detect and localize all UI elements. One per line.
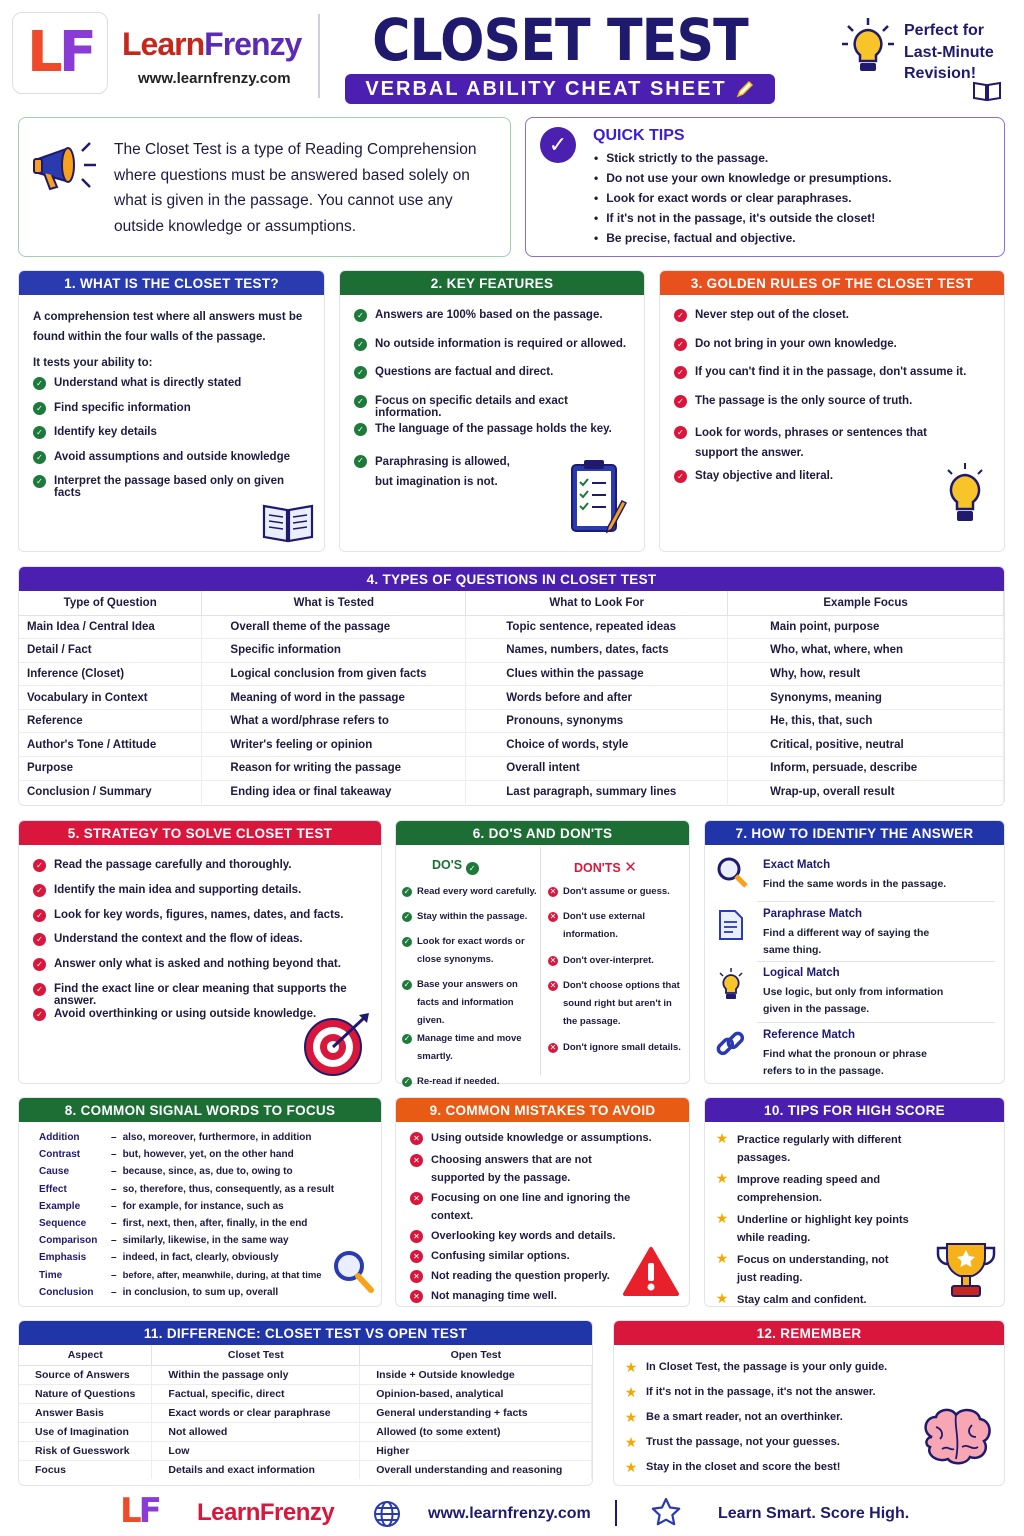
revision-note: Perfect for Last-Minute Revision!: [904, 22, 994, 83]
cross-icon: ✕: [549, 912, 557, 921]
item-heading: Paraphrase Match: [763, 908, 863, 920]
cross-icon: ✕: [549, 956, 557, 965]
table-row: Inference (Closet) Logical conclusion from given facts Clues within the passage Why, how, result: [19, 662, 1004, 686]
cross-icon: ✕: [549, 1043, 557, 1052]
megaphone-icon: [30, 135, 104, 199]
section-title: 4. TYPES OF QUESTIONS IN CLOSET TEST: [19, 567, 1004, 591]
item-desc: Find the same words in the passage.: [763, 878, 947, 890]
signal-words-table: [39, 1129, 334, 1301]
section-difference: [18, 1320, 593, 1486]
subtitle-banner: [345, 74, 775, 104]
pencil-icon: [735, 79, 755, 99]
list-item: ★ Practice regularly with different passages.: [715, 1129, 902, 1164]
check-icon: ✓: [33, 909, 46, 922]
cross-icon: ✕: [410, 1290, 423, 1303]
section-title: 6. DO'S AND DON'TS: [396, 821, 689, 845]
table-row: Example – for example, for instance, such as: [39, 1200, 284, 1212]
check-icon: ✓: [403, 937, 411, 946]
item-heading: Logical Match: [763, 967, 840, 979]
subtitle-text: VERBAL ABILITY CHEAT SHEET: [365, 77, 727, 100]
list-item: ✓ Stay objective and literal.: [674, 470, 990, 498]
column-header: Open Test: [360, 1345, 592, 1365]
table-row: Addition – also, moreover, furthermore, in addition: [39, 1132, 312, 1144]
list-item: ✓ The passage is the only source of truth.: [674, 395, 990, 424]
check-icon: ✓: [403, 980, 411, 989]
list-item: ✕ Focusing on one line and ignoring the context.: [410, 1190, 642, 1228]
table-row: Conclusion – in conclusion, to sum up, overall: [39, 1286, 279, 1298]
list-item: ✓ Look for exact words or close synonyms.: [403, 936, 525, 965]
list-item: ★ Be a smart reader, not an overthinker.: [624, 1409, 843, 1425]
cross-icon: ✕: [410, 1270, 423, 1283]
check-icon: ✓: [33, 933, 46, 946]
dos-list: [402, 883, 538, 1098]
section-title: 5. STRATEGY TO SOLVE CLOSET TEST: [19, 821, 381, 845]
list-item: ✓ The language of the passage holds the key.: [354, 423, 632, 452]
bulb-icon: [717, 967, 745, 1001]
logo: LF: [12, 12, 108, 94]
list-item: ✕ Don't use external information.: [549, 911, 645, 940]
list-item: ★ Trust the passage, not your guesses.: [624, 1434, 840, 1450]
section-high-score: [704, 1097, 1005, 1307]
section-list: [19, 845, 381, 1033]
list-item: ✓ Interpret the passage based only on given facts: [33, 475, 310, 500]
column-header: Aspect: [19, 1345, 152, 1365]
check-icon: ✓: [33, 958, 46, 971]
list-item: • Do not use your own knowledge or presumptions.: [594, 168, 892, 188]
warning-icon: [622, 1246, 680, 1298]
star-icon: [650, 1496, 682, 1528]
brand-name: LearnFrenzy: [122, 26, 302, 62]
section-title: 9. COMMON MISTAKES TO AVOID: [396, 1098, 689, 1122]
section-title: 7. HOW TO IDENTIFY THE ANSWER: [705, 821, 1004, 845]
check-icon: ✓: [403, 1077, 411, 1086]
section-what-is: [18, 270, 325, 552]
check-icon: ✓: [403, 1034, 411, 1043]
list-item: ✓ Answer only what is asked and nothing beyond that.: [33, 958, 369, 983]
item-desc: Find what the pronoun or phrase refers to in the passage.: [763, 1048, 927, 1077]
list-item: ✕ Don't ignore small details.: [549, 1042, 681, 1053]
section-title: 11. DIFFERENCE: CLOSET TEST VS OPEN TEST: [19, 1321, 592, 1345]
star-icon: ★: [715, 1169, 729, 1186]
cross-icon: ✕: [624, 859, 637, 876]
section-signal-words: [18, 1097, 382, 1307]
star-icon: ★: [715, 1129, 729, 1146]
column-header: Example Focus: [728, 591, 1004, 615]
search-icon: [331, 1248, 375, 1294]
intro-text: The Closet Test is a type of Reading Comprehension where questions must be answered based solely on what is given in the passage. You cannot use any outside knowledge or assumptions.: [114, 141, 477, 236]
section-title: 12. REMEMBER: [614, 1321, 1004, 1345]
item-heading: Exact Match: [763, 859, 831, 871]
table-row: Use of Imagination Not allowed Allowed (to some extent): [19, 1422, 592, 1441]
check-icon: ✓: [674, 426, 687, 439]
list-item: ✓ Base your answers on facts and information given.: [403, 979, 518, 1026]
star-icon: ★: [624, 1459, 638, 1475]
table-row: Detail / Fact Specific information Names, numbers, dates, facts Who, what, where, when: [19, 639, 1004, 663]
list-item: ✕ Not managing time well.: [410, 1288, 679, 1308]
footer-brand-name: LearnFrenzy: [197, 1499, 335, 1526]
list-item: ✕ Don't choose options that sound right but aren't in the passage.: [549, 980, 680, 1027]
globe-icon: [372, 1499, 402, 1529]
check-icon: ✓: [354, 423, 367, 436]
list-item: • If it's not in the passage, it's outside the closet!: [594, 208, 892, 228]
table-row: Nature of Questions Factual, specific, direct Opinion-based, analytical: [19, 1384, 592, 1403]
list-item: ✓ Manage time and move smartly.: [403, 1033, 522, 1062]
list-item: ★ Stay calm and confident.: [715, 1289, 867, 1306]
table-row: Purpose Reason for writing the passage Overall intent Inform, persuade, describe: [19, 757, 1004, 781]
table-row: Cause – because, since, as, due to, owing to: [39, 1166, 293, 1178]
section-title: 1. WHAT IS THE CLOSET TEST?: [19, 271, 324, 295]
list-item: ✓ Focus on specific details and exact information.: [354, 395, 632, 424]
column-header: What to Look For: [466, 591, 728, 615]
check-icon: ✓: [33, 859, 46, 872]
table-row: Risk of Guesswork Low Higher: [19, 1441, 592, 1460]
donts-list: [548, 883, 688, 1064]
check-icon: ✓: [674, 395, 687, 408]
list-item: ✓ Paraphrasing is allowed, but imagination is not.: [354, 452, 632, 492]
list-item: ✓ No outside information is required or allowed.: [354, 338, 632, 367]
section-mistakes: [395, 1097, 690, 1307]
list-item: ✓ Do not bring in your own knowledge.: [674, 338, 990, 367]
brain-icon: [920, 1407, 994, 1469]
list-item: ✓ Read the passage carefully and thoroughly.: [33, 859, 369, 884]
table-row: Sequence – first, next, then, after, finally, in the end: [39, 1218, 308, 1230]
list-item: • Look for exact words or clear paraphrases.: [594, 188, 892, 208]
check-icon: ✓: [33, 884, 46, 897]
check-icon: ✓: [33, 983, 46, 996]
item-heading: Reference Match: [763, 1029, 856, 1041]
footer-logo: LF: [120, 1491, 159, 1531]
question-types-table: [19, 591, 1004, 804]
check-icon: ✓: [674, 338, 687, 351]
list-item: ✓ If you can't find it in the passage, don't assume it.: [674, 366, 990, 395]
table-row: Effect – so, therefore, thus, consequently, as a result: [39, 1183, 335, 1195]
table-row: Time – before, after, meanwhile, during, at that time: [39, 1269, 322, 1281]
section-list: [19, 373, 324, 504]
cross-icon: ✕: [549, 887, 557, 896]
section-dos-donts: [395, 820, 690, 1087]
section-title: 3. GOLDEN RULES OF THE CLOSET TEST: [660, 271, 1004, 295]
list-item: ★ Stay in the closet and score the best!: [624, 1459, 841, 1475]
star-icon: ★: [715, 1289, 729, 1306]
list-item: ✓ Questions are factual and direct.: [354, 366, 632, 395]
footer-slogan: Learn Smart. Score High.: [718, 1505, 910, 1522]
section-title: 2. KEY FEATURES: [340, 271, 644, 295]
divider: [318, 14, 320, 98]
link-icon: [713, 1027, 747, 1061]
footer-divider: [615, 1500, 617, 1526]
table-row: Vocabulary in Context Meaning of word in the passage Words before and after Synonyms, meaning: [19, 686, 1004, 710]
table-header-row: [19, 591, 1004, 615]
section-title: 8. COMMON SIGNAL WORDS TO FOCUS: [19, 1098, 381, 1122]
list-item: ✓ Re-read if needed.: [403, 1076, 500, 1087]
check-icon: ✓: [674, 366, 687, 379]
list-item: ✓ Answers are 100% based on the passage.: [354, 309, 632, 338]
list-item: ✕ Choosing answers that are not supported by the passage.: [410, 1152, 642, 1190]
check-icon: ✓: [466, 862, 479, 875]
cross-icon: ✕: [410, 1250, 423, 1263]
check-icon: ✓: [540, 127, 576, 163]
table-row: Emphasis – indeed, in fact, clearly, obviously: [39, 1252, 279, 1264]
table-row: Conclusion / Summary Ending idea or final takeaway Last paragraph, summary lines Wrap-up, overall result: [19, 780, 1004, 804]
list-item: ✓ Identify key details: [33, 426, 310, 451]
table-row: Author's Tone / Attitude Writer's feeling or opinion Choice of words, style Critical, positive, neutral: [19, 733, 1004, 757]
list-item: ✓ Read every word carefully.: [403, 886, 537, 897]
section-desc: A comprehension test where all answers must be found within the four walls of the passage.: [33, 311, 303, 343]
star-icon: ★: [624, 1409, 638, 1425]
trophy-icon: [933, 1238, 999, 1302]
section-key-features: [339, 270, 645, 552]
check-icon: ✓: [33, 426, 46, 439]
clipboard-icon: [568, 457, 628, 537]
list-item: ✓ Identify the main idea and supporting details.: [33, 884, 369, 909]
star-icon: ★: [624, 1434, 638, 1450]
check-icon: ✓: [33, 377, 46, 390]
list-item: ✕ Using outside knowledge or assumptions.: [410, 1130, 679, 1152]
list-item: ✓ Understand the context and the flow of ideas.: [33, 933, 369, 958]
check-icon: ✓: [403, 912, 411, 921]
section-identify-answer: [704, 820, 1005, 1084]
check-icon: ✓: [33, 451, 46, 464]
list-item: ✕ Don't assume or guess.: [549, 886, 670, 897]
table-row: Source of Answers Within the passage only Inside + Outside knowledge: [19, 1365, 592, 1384]
list-item: • Stick strictly to the passage.: [594, 148, 892, 168]
column-header: What is Tested: [202, 591, 466, 615]
difference-table: [19, 1345, 592, 1479]
list-item: ✕ Overlooking key words and details.: [410, 1228, 679, 1248]
list-item: ✓ Look for key words, figures, names, dates, and facts.: [33, 909, 369, 934]
check-icon: ✓: [354, 455, 367, 468]
book-icon: [972, 80, 1002, 102]
item-desc: Use logic, but only from information given in the passage.: [763, 986, 944, 1015]
target-icon: [301, 1011, 373, 1077]
page-title: CLOSET TEST: [372, 6, 748, 74]
footer-url[interactable]: www.learnfrenzy.com: [428, 1505, 591, 1522]
list-item: ✓ Look for words, phrases or sentences that support the answer.: [674, 423, 990, 470]
cross-icon: ✕: [410, 1154, 423, 1167]
list-item: ★ In Closet Test, the passage is your only guide.: [624, 1359, 888, 1375]
item-desc: Find a different way of saying the same thing.: [763, 927, 930, 956]
quick-tips-title: QUICK TIPS: [593, 127, 685, 144]
check-icon: ✓: [354, 309, 367, 322]
list-item: ★ Improve reading speed and comprehension.: [715, 1169, 881, 1204]
list-item: ★ If it's not in the passage, it's not the answer.: [624, 1384, 876, 1400]
list-item: ✕ Confusing similar options.: [410, 1248, 679, 1268]
list-item: • Be precise, factual and objective.: [594, 228, 892, 248]
donts-title: DON'TS ✕: [574, 859, 637, 876]
table-row: Contrast – but, however, yet, on the other hand: [39, 1149, 294, 1161]
list-item: ✓ Never step out of the closet.: [674, 309, 990, 338]
dos-title: DO'S ✓: [432, 858, 487, 875]
check-icon: ✓: [354, 366, 367, 379]
check-icon: ✓: [354, 338, 367, 351]
cross-icon: ✕: [410, 1230, 423, 1243]
magnifier-icon: [715, 855, 749, 889]
column-header: Type of Question: [19, 591, 202, 615]
check-icon: ✓: [674, 309, 687, 322]
bulb-icon: [840, 16, 896, 80]
open-book-icon: [261, 501, 315, 545]
star-icon: ★: [624, 1384, 638, 1400]
table-row: Main Idea / Central Idea Overall theme of the passage Topic sentence, repeated ideas Main point, purpose: [19, 615, 1004, 639]
table-row: Comparison – similarly, likewise, in the same way: [39, 1235, 289, 1247]
list-item: ✕ Not reading the question properly.: [410, 1268, 679, 1288]
cross-icon: ✕: [410, 1192, 423, 1205]
cross-icon: ✕: [549, 981, 557, 990]
star-icon: ★: [715, 1209, 729, 1226]
table-row: Reference What a word/phrase refers to Pronouns, synonyms He, this, that, such: [19, 709, 1004, 733]
cross-icon: ✕: [410, 1132, 423, 1145]
list-item: ★ Focus on understanding, not just reading.: [715, 1249, 889, 1284]
check-icon: ✓: [33, 402, 46, 415]
section-question-types: [18, 566, 1005, 806]
list-item: ✓ Avoid overthinking or using outside knowledge.: [33, 1008, 369, 1033]
check-icon: ✓: [354, 395, 367, 408]
list-item: ★ Underline or highlight key points while reading.: [715, 1209, 909, 1244]
list-item: ✕ Don't over-interpret.: [549, 955, 654, 966]
list-item: ✓ Stay within the passage.: [403, 911, 528, 922]
quick-tips-list: [594, 148, 892, 248]
section-remember: [613, 1320, 1005, 1486]
check-icon: ✓: [33, 475, 46, 488]
star-icon: ★: [624, 1359, 638, 1375]
check-icon: ✓: [674, 470, 687, 483]
document-icon: [717, 909, 745, 941]
table-row: Focus Details and exact information Overall understanding and reasoning: [19, 1460, 592, 1479]
brand-url[interactable]: www.learnfrenzy.com: [138, 70, 291, 87]
list-item: ✓ Find the exact line or clear meaning that supports the answer.: [33, 983, 369, 1008]
table-row: Answer Basis Exact words or clear paraphrase General understanding + facts: [19, 1403, 592, 1422]
section-lead: It tests your ability to:: [33, 357, 153, 369]
section-golden-rules: [659, 270, 1005, 552]
list-item: ✓ Avoid assumptions and outside knowledge: [33, 451, 310, 476]
check-icon: ✓: [403, 887, 411, 896]
list-item: ✓ Find specific information: [33, 402, 310, 427]
section-strategy: [18, 820, 382, 1084]
list-item: ✓ Understand what is directly stated: [33, 377, 310, 402]
table-header-row: [19, 1345, 592, 1365]
section-title: 10. TIPS FOR HIGH SCORE: [705, 1098, 1004, 1122]
lightbulb-icon: [942, 461, 988, 531]
star-icon: ★: [715, 1249, 729, 1266]
check-icon: ✓: [33, 1008, 46, 1021]
column-divider: [540, 847, 541, 1075]
column-header: Closet Test: [152, 1345, 360, 1365]
